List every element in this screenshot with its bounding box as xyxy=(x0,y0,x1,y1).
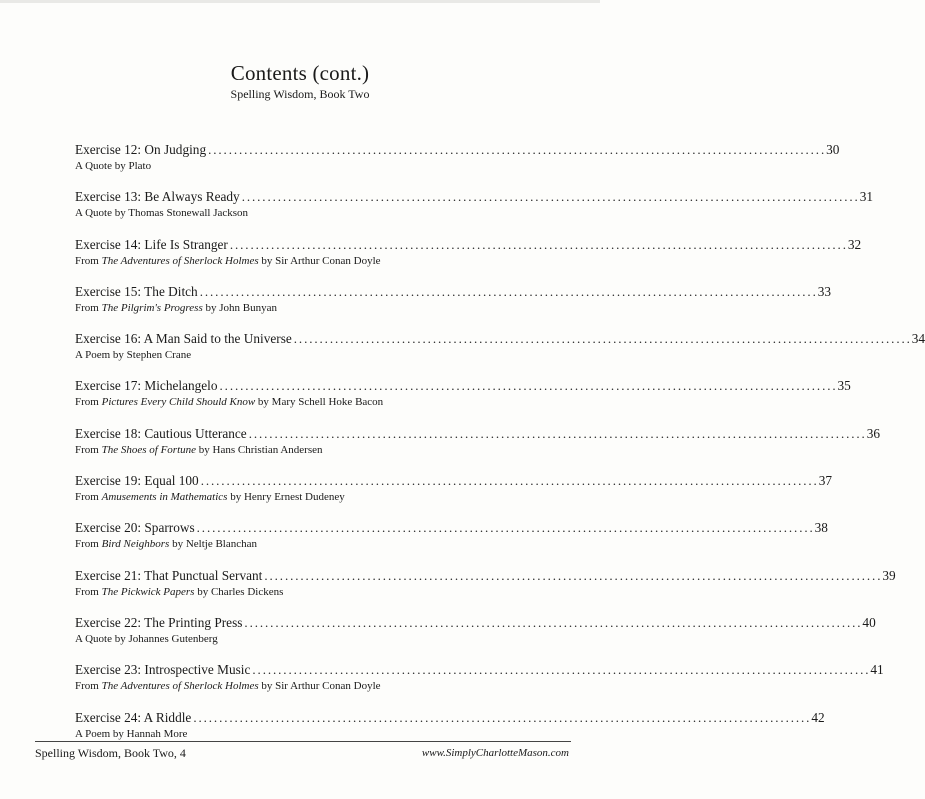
source-prefix: From xyxy=(75,491,102,504)
toc-entry-title: Exercise 14: Life Is Stranger xyxy=(75,236,228,252)
toc-entry-source xyxy=(75,537,537,551)
source-prefix: From xyxy=(75,680,102,693)
toc-entry xyxy=(75,236,862,284)
toc-entry-line xyxy=(75,473,832,489)
toc-entry-source xyxy=(75,301,537,315)
toc-entry-title: Exercise 18: Cautious Utterance xyxy=(75,425,247,441)
page-subtitle: Spelling Wisdom, Book Two xyxy=(230,87,370,101)
toc-page-number: 41 xyxy=(870,662,884,678)
toc-page-number: 42 xyxy=(811,709,825,725)
toc-entry-source xyxy=(75,348,537,362)
source-prefix: From xyxy=(75,254,102,267)
toc-entry-title: Exercise 23: Introspective Music xyxy=(75,662,251,678)
toc-leader-dots: ........................................................................................................................ xyxy=(196,520,815,536)
source-prefix: A Poem by Stephen Crane xyxy=(75,349,192,362)
toc-entry-line xyxy=(75,236,862,253)
toc-entry-title: Exercise 12: On Judging xyxy=(75,142,207,157)
source-work-title: Amusements in Mathematics xyxy=(101,491,228,504)
toc-entry xyxy=(75,567,896,615)
toc-leader-dots: ........................................................................................................................ xyxy=(229,236,848,252)
source-work-title: The Shoes of Fortune xyxy=(101,443,197,456)
toc-entry-title: Exercise 19: Equal 100 xyxy=(75,473,199,489)
source-work-title: The Pilgrim's Progress xyxy=(101,301,203,314)
footer-book-page: Spelling Wisdom, Book Two, 4 xyxy=(35,746,186,760)
toc-entry-title: Exercise 22: The Printing Press xyxy=(75,614,243,630)
source-prefix: From xyxy=(75,443,102,456)
toc-entry-title: Exercise 20: Sparrows xyxy=(75,520,195,536)
toc-leader-dots: ........................................................................................................................ xyxy=(244,614,863,630)
toc-entry-source xyxy=(75,443,537,457)
source-prefix: A Quote by Thomas Stonewall Jackson xyxy=(75,207,249,220)
toc-page-number: 35 xyxy=(837,378,851,394)
source-work-title: Bird Neighbors xyxy=(101,538,170,551)
source-author: by Hans Christian Andersen xyxy=(196,443,323,456)
toc-entry-source xyxy=(75,254,537,268)
page-header xyxy=(0,60,600,102)
toc-entry-line xyxy=(75,709,825,726)
toc-leader-dots: ........................................................................................................................ xyxy=(241,189,860,205)
toc-page-number: 39 xyxy=(882,567,896,583)
toc-leader-dots: ........................................................................................................................ xyxy=(293,331,912,347)
toc-entry xyxy=(75,378,851,425)
source-author: by John Bunyan xyxy=(202,301,277,314)
toc-leader-dots: ........................................................................................................................ xyxy=(193,709,812,725)
source-author: by Mary Schell Hoke Bacon xyxy=(255,396,384,409)
toc-leader-dots: ........................................................................................................................ xyxy=(200,473,819,489)
source-work-title: The Pickwick Papers xyxy=(101,585,195,598)
toc-entry-title: Exercise 16: A Man Said to the Universe xyxy=(75,331,292,347)
toc-entry-line xyxy=(75,142,840,158)
toc-page-number: 30 xyxy=(826,142,840,157)
footer-divider xyxy=(35,741,571,742)
source-work-title: The Adventures of Sherlock Holmes xyxy=(101,254,259,267)
toc-entry-line xyxy=(75,567,896,584)
toc-leader-dots: ........................................................................................................................ xyxy=(264,567,883,583)
source-prefix: A Quote by Plato xyxy=(75,160,152,172)
toc-page-number: 38 xyxy=(814,520,828,536)
toc-entry xyxy=(75,283,832,331)
source-author: by Sir Arthur Conan Doyle xyxy=(258,680,381,693)
toc-entry-title: Exercise 24: A Riddle xyxy=(75,709,192,725)
toc-entry-line xyxy=(75,189,873,205)
toc-page-number: 36 xyxy=(866,425,880,441)
toc-entry xyxy=(75,662,884,709)
table-of-contents xyxy=(75,142,925,757)
source-author: by Sir Arthur Conan Doyle xyxy=(258,254,381,267)
source-work-title: The Adventures of Sherlock Holmes xyxy=(101,680,259,693)
toc-entry-title: Exercise 15: The Ditch xyxy=(75,283,198,299)
toc-entry-line xyxy=(75,520,828,536)
toc-entry-title: Exercise 17: Michelangelo xyxy=(75,378,218,394)
source-prefix: From xyxy=(75,585,102,598)
toc-leader-dots: ........................................................................................................................ xyxy=(199,283,818,299)
toc-entry xyxy=(75,520,828,567)
toc-entry-source xyxy=(75,206,537,220)
toc-entry-source xyxy=(75,585,537,599)
toc-page-number: 34 xyxy=(911,331,925,347)
toc-entry xyxy=(75,473,832,520)
source-prefix: A Quote by Johannes Gutenberg xyxy=(75,632,218,645)
toc-entry xyxy=(75,331,925,378)
source-prefix: From xyxy=(75,538,102,551)
toc-entry-line xyxy=(75,378,851,394)
source-prefix: A Poem by Hannah More xyxy=(75,727,188,740)
toc-entry-title: Exercise 13: Be Always Ready xyxy=(75,189,240,205)
toc-entry xyxy=(75,614,876,662)
toc-entry-source xyxy=(75,395,537,409)
toc-entry-source xyxy=(75,159,537,173)
toc-entry xyxy=(75,189,873,236)
toc-page-number: 40 xyxy=(862,614,876,630)
toc-entry-title: Exercise 21: That Punctual Servant xyxy=(75,567,263,583)
source-author: by Neltje Blanchan xyxy=(169,538,258,551)
toc-page-number: 32 xyxy=(847,236,862,252)
footer-website: www.SimplyCharlotteMason.com xyxy=(421,747,569,759)
toc-entry-source xyxy=(75,632,537,646)
source-work-title: Pictures Every Child Should Know xyxy=(101,396,256,409)
toc-entry-line xyxy=(75,662,884,678)
toc-entry-line xyxy=(75,614,876,631)
toc-page-number: 33 xyxy=(817,283,832,299)
toc-entry-line xyxy=(75,425,880,442)
toc-leader-dots: ........................................................................................................................ xyxy=(252,662,871,678)
page-title: Contents (cont.) xyxy=(230,61,370,85)
toc-entry-line xyxy=(75,331,925,347)
source-author: by Charles Dickens xyxy=(194,585,284,598)
toc-leader-dots: ........................................................................................................................ xyxy=(219,378,838,394)
source-prefix: From xyxy=(75,301,102,314)
toc-entry-line xyxy=(75,283,832,300)
source-prefix: From xyxy=(75,396,102,409)
source-author: by Henry Ernest Dudeney xyxy=(227,491,345,504)
toc-page-number: 31 xyxy=(859,189,873,205)
toc-entry xyxy=(75,142,840,189)
toc-entry-source xyxy=(75,727,537,741)
toc-leader-dots: ........................................................................................................................ xyxy=(208,142,827,157)
toc-leader-dots: ........................................................................................................................ xyxy=(248,425,867,441)
top-edge xyxy=(0,0,600,3)
toc-entry xyxy=(75,425,880,473)
toc-entry-source xyxy=(75,679,537,693)
toc-page-number: 37 xyxy=(818,473,832,489)
toc-entry-source xyxy=(75,490,537,504)
